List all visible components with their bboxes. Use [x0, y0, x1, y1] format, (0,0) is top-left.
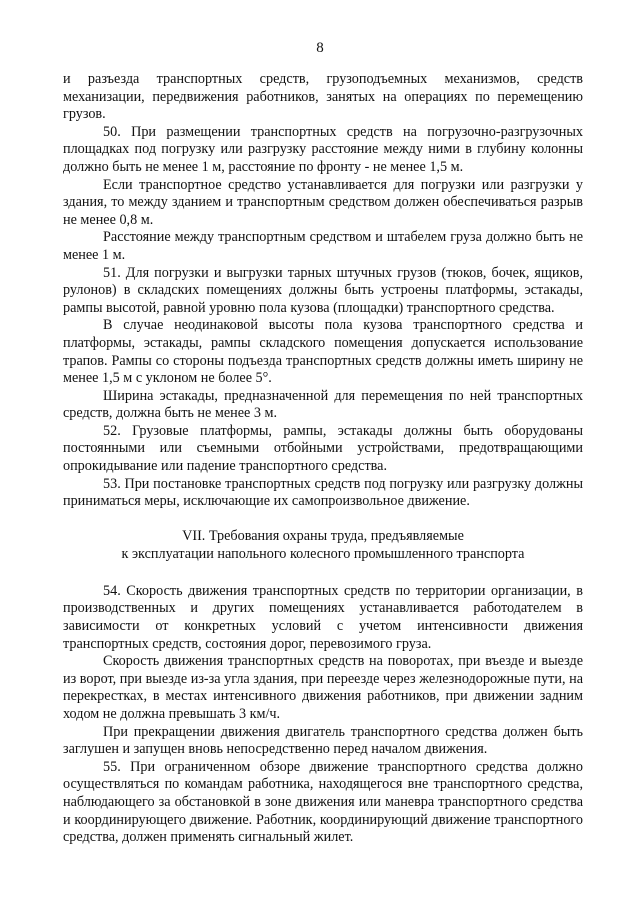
section-heading — [63, 527, 583, 563]
page-number: 8 — [316, 40, 324, 56]
paragraph-54: 54. Скорость движения транспортных средств по территории организации, в производственных и других помещениях устанавливается работодателем в зависимости от конкретных условий с учетом интенсивности движения транспортных средств, состояния дорог, перевозимого груза. — [63, 582, 583, 652]
paragraph-52: 52. Грузовые платформы, рампы, эстакады должны быть оборудованы постоянными или съемными отбойными устройствами, предотвращающими опрокидывание или падение транспортного средства. — [63, 422, 583, 475]
paragraph-51: 51. Для погрузки и выгрузки тарных штучных грузов (тюков, бочек, ящиков, рулонов) в складских помещениях должны быть устроены платформы, эстакады, рампы высотой, равной уровню пола кузова (площадки) транспортного средства. — [63, 264, 583, 316]
paragraph-50: 50. При размещении транспортных средств на погрузочно-разгрузочных площадках под погрузку или разгрузку расстояние между ними в глубину колонны должно быть не менее 1 м, расстояние по фронту - не менее 1,5 м. — [63, 123, 583, 175]
paragraph-50-building-gap: Если транспортное средство устанавливается для погрузки или разгрузки у здания, то между зданием и транспортным средством должен обеспечиваться разрыв не менее 0,8 м. — [63, 176, 583, 228]
section-heading-line-1: VII. Требования охраны труда, предъявляемые — [182, 527, 464, 544]
section-heading-line-2: к эксплуатации напольного колесного промышленного транспорта — [121, 545, 525, 562]
paragraph-51-trestle-width: Ширина эстакады, предназначенной для перемещения по ней транспортных средств, должна быть не менее 3 м. — [63, 387, 583, 422]
paragraph-51-ramps: В случае неодинаковой высоты пола кузова транспортного средства и платформы, эстакады, рампы складского помещения допускается использование трапов. Рампы со стороны подъезда транспортных средств должны иметь ширину не менее 1,5 м с уклоном не более 5°. — [63, 317, 583, 387]
paragraph-55: 55. При ограниченном обзоре движение транспортного средства должно осуществляться по командам работника, находящегося вне транспортного средства, наблюдающего за обстановкой в зоне движения или маневра транспортного средства и координирующего движение. Работник, координирующий движение транспортного средства, должен применять сигнальный жилет. — [63, 758, 583, 846]
page-body — [63, 71, 583, 847]
paragraph-continuation: и разъезда транспортных средств, грузоподъемных механизмов, средств механизации, передвижения работников, занятых на операциях по перемещению грузов. — [63, 71, 583, 123]
paragraph-54-speed-limits: Скорость движения транспортных средств на поворотах, при въезде и выезде из ворот, при выезде из-за угла здания, при переезде через железнодорожные пути, на перекрестках, в местах интенсивного движения работников, при движении задним ходом не должна превышать 3 км/ч. — [63, 653, 583, 722]
paragraph-50-stack-distance: Расстояние между транспортным средством и штабелем груза должно быть не менее 1 м. — [63, 229, 583, 263]
paragraph-54-engine-stop: При прекращении движения двигатель транспортного средства должен быть заглушен и запущен вновь непосредственно перед началом движения. — [63, 723, 583, 758]
paragraph-53: 53. При постановке транспортных средств под погрузку или разгрузку должны приниматься меры, исключающие их самопроизвольное движение. — [63, 475, 583, 510]
